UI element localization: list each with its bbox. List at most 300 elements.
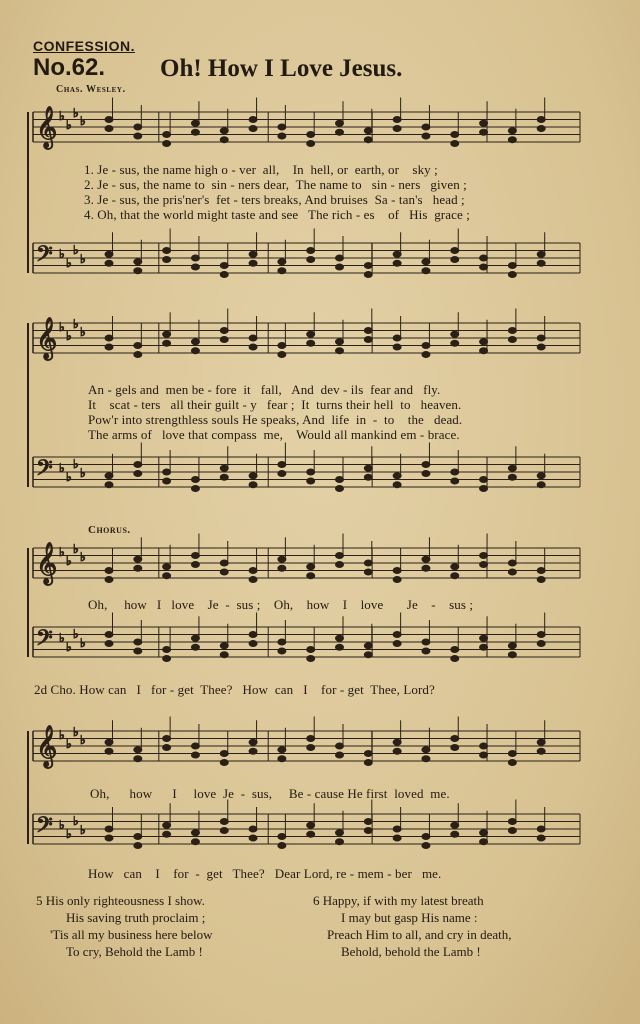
note-head — [336, 830, 344, 836]
note-head — [134, 747, 142, 753]
bass-clef-icon: 𝄢 — [36, 813, 53, 843]
note-head — [163, 331, 171, 337]
note-head — [364, 828, 372, 834]
note-head — [508, 263, 516, 269]
note-head — [508, 128, 516, 134]
note-head — [508, 328, 516, 334]
note-head — [480, 129, 488, 135]
note-head — [537, 482, 545, 488]
note-head — [451, 340, 459, 346]
note-head — [364, 263, 372, 269]
note-head — [537, 126, 545, 132]
flat-icon: ♭ — [59, 109, 65, 123]
verse-3-line-1: 3. Je - sus, the pris'ner's fet - ters breaks, And bruises Sa - tan's head ; — [84, 192, 465, 207]
note-head — [364, 337, 372, 343]
note-head — [393, 482, 401, 488]
note-head — [163, 141, 171, 147]
note-head — [508, 652, 516, 658]
chorus-label: Chorus. — [88, 524, 131, 536]
note-head — [508, 760, 516, 766]
flat-icon: ♭ — [59, 818, 65, 832]
flat-icon: ♭ — [66, 256, 72, 270]
note-head — [508, 751, 516, 757]
flat-icon: ♭ — [66, 640, 72, 654]
note-head — [191, 635, 199, 641]
note-head — [191, 743, 199, 749]
bass-clef-icon: 𝄢 — [36, 456, 53, 486]
note-head — [278, 268, 286, 274]
note-head — [508, 828, 516, 834]
note-head — [508, 272, 516, 278]
note-head — [163, 478, 171, 484]
note-head — [336, 264, 344, 270]
note-head — [105, 482, 113, 488]
note-head — [422, 133, 430, 139]
note-head — [249, 568, 257, 574]
note-head — [480, 743, 488, 749]
flat-icon: ♭ — [66, 470, 72, 484]
note-head — [451, 745, 459, 751]
note-head — [163, 831, 171, 837]
stanza-5 — [36, 892, 213, 960]
flat-icon: ♭ — [80, 325, 86, 339]
note-head — [364, 569, 372, 575]
second-chorus-line: 2d Cho. How can I for - get Thee? How can I for - get Thee, Lord? — [34, 682, 435, 697]
note-head — [336, 562, 344, 568]
note-head — [480, 264, 488, 270]
note-head — [163, 573, 171, 579]
treble-clef-icon: 𝄞 — [36, 107, 58, 148]
note-head — [480, 486, 488, 492]
note-head — [451, 736, 459, 742]
note-head — [364, 465, 372, 471]
flat-icon: ♭ — [73, 542, 79, 556]
note-head — [278, 843, 286, 849]
flat-icon: ♭ — [59, 320, 65, 334]
note-head — [422, 462, 430, 468]
note-head — [307, 647, 315, 653]
note-head — [220, 474, 228, 480]
note-head — [220, 263, 228, 269]
note-head — [134, 268, 142, 274]
note-head — [307, 564, 315, 570]
note-head — [480, 562, 488, 568]
note-head — [249, 260, 257, 266]
note-head — [307, 248, 315, 254]
flat-icon: ♭ — [73, 457, 79, 471]
bass-clef-icon: 𝄢 — [36, 242, 53, 272]
flat-icon: ♭ — [80, 550, 86, 564]
note-head — [422, 747, 430, 753]
note-head — [451, 257, 459, 263]
flat-icon: ♭ — [59, 728, 65, 742]
note-head — [336, 129, 344, 135]
note-head — [480, 339, 488, 345]
flat-icon: ♭ — [66, 554, 72, 568]
verse-2-line-1: 2. Je - sus, the name to sin - ners dear, The name to sin - ners given ; — [84, 177, 467, 192]
note-head — [249, 482, 257, 488]
note-head — [191, 255, 199, 261]
note-head — [422, 259, 430, 265]
hymn-number: No.62. — [33, 54, 106, 81]
note-head — [508, 819, 516, 825]
flat-icon: ♭ — [66, 118, 72, 132]
note-head — [134, 648, 142, 654]
stanza-6-line-4: Behold, behold the Lamb ! — [341, 944, 481, 959]
flat-icon: ♭ — [80, 114, 86, 128]
note-head — [537, 568, 545, 574]
flat-icon: ♭ — [66, 329, 72, 343]
note-head — [393, 577, 401, 583]
note-head — [278, 471, 286, 477]
note-head — [508, 137, 516, 143]
stanza-6-number: 6 — [313, 893, 320, 908]
treble-clef-icon: 𝄞 — [36, 543, 58, 584]
note-head — [336, 743, 344, 749]
note-head — [307, 469, 315, 475]
note-head — [307, 340, 315, 346]
note-head — [163, 469, 171, 475]
note-head — [422, 343, 430, 349]
stanza-6-line-3: Preach Him to all, and cry in death, — [327, 927, 512, 942]
note-head — [451, 573, 459, 579]
flat-icon: ♭ — [66, 737, 72, 751]
note-head — [191, 562, 199, 568]
note-head — [105, 117, 113, 123]
note-head — [278, 343, 286, 349]
note-head — [249, 826, 257, 832]
note-head — [163, 736, 171, 742]
note-head — [307, 736, 315, 742]
note-head — [422, 268, 430, 274]
note-head — [191, 129, 199, 135]
note-head — [422, 843, 430, 849]
note-head — [537, 251, 545, 257]
note-head — [307, 831, 315, 837]
stanza-5-line-1: His only righteousness I show. — [45, 893, 205, 908]
note-head — [336, 635, 344, 641]
note-head — [364, 137, 372, 143]
note-head — [278, 556, 286, 562]
note-head — [278, 462, 286, 468]
note-head — [364, 328, 372, 334]
note-head — [422, 471, 430, 477]
hymn-title: Oh! How I Love Jesus. — [160, 55, 403, 82]
note-head — [191, 264, 199, 270]
note-head — [451, 564, 459, 570]
note-head — [336, 839, 344, 845]
note-head — [105, 335, 113, 341]
note-head — [336, 255, 344, 261]
note-head — [537, 577, 545, 583]
note-head — [451, 822, 459, 828]
note-head — [191, 553, 199, 559]
note-head — [105, 126, 113, 132]
note-head — [336, 339, 344, 345]
note-head — [480, 348, 488, 354]
note-head — [105, 748, 113, 754]
note-head — [364, 819, 372, 825]
note-head — [480, 120, 488, 126]
note-head — [191, 120, 199, 126]
flat-icon: ♭ — [73, 317, 79, 331]
note-head — [537, 473, 545, 479]
note-head — [508, 569, 516, 575]
note-head — [537, 835, 545, 841]
flat-icon: ♭ — [59, 247, 65, 261]
note-head — [537, 260, 545, 266]
note-head — [191, 339, 199, 345]
note-head — [480, 255, 488, 261]
note-head — [134, 834, 142, 840]
note-head — [220, 760, 228, 766]
note-head — [480, 477, 488, 483]
note-head — [105, 473, 113, 479]
note-head — [393, 335, 401, 341]
note-head — [134, 343, 142, 349]
note-head — [220, 828, 228, 834]
note-head — [163, 822, 171, 828]
note-head — [134, 843, 142, 849]
note-head — [163, 340, 171, 346]
note-head — [508, 560, 516, 566]
note-head — [105, 260, 113, 266]
note-head — [451, 248, 459, 254]
note-head — [307, 478, 315, 484]
treble-clef-icon: 𝄞 — [36, 318, 58, 359]
note-head — [307, 141, 315, 147]
note-head — [393, 632, 401, 638]
section-heading: CONFESSION. — [33, 38, 135, 54]
note-head — [336, 752, 344, 758]
flat-icon: ♭ — [73, 814, 79, 828]
note-head — [220, 465, 228, 471]
note-head — [163, 656, 171, 662]
flat-icon: ♭ — [80, 636, 86, 650]
note-head — [278, 259, 286, 265]
note-head — [134, 124, 142, 130]
note-head — [307, 822, 315, 828]
note-head — [249, 117, 257, 123]
note-head — [105, 251, 113, 257]
chorus-line-4: How can I for - get Thee? Dear Lord, re - mem - ber me. — [88, 866, 442, 881]
hymn-author: Chas. Wesley. — [56, 84, 126, 95]
note-head — [220, 751, 228, 757]
note-head — [451, 478, 459, 484]
verse-3-line-2: Pow'r into strengthless souls He speaks, And life in - to the dead. — [88, 412, 463, 427]
note-head — [422, 834, 430, 840]
note-head — [249, 335, 257, 341]
note-head — [393, 473, 401, 479]
note-head — [480, 830, 488, 836]
note-head — [220, 569, 228, 575]
note-head — [249, 748, 257, 754]
note-head — [134, 259, 142, 265]
note-head — [393, 641, 401, 647]
note-head — [163, 132, 171, 138]
note-head — [451, 647, 459, 653]
note-head — [393, 826, 401, 832]
note-head — [336, 120, 344, 126]
chorus-line-3: Oh, how I love Je - sus, Be - cause He first loved me. — [90, 786, 450, 801]
note-head — [278, 834, 286, 840]
note-head — [134, 565, 142, 571]
note-head — [191, 839, 199, 845]
note-head — [480, 644, 488, 650]
note-head — [134, 556, 142, 562]
note-head — [451, 469, 459, 475]
note-head — [480, 839, 488, 845]
note-head — [393, 568, 401, 574]
note-head — [278, 747, 286, 753]
note-head — [191, 830, 199, 836]
note-head — [537, 739, 545, 745]
flat-icon: ♭ — [59, 545, 65, 559]
note-head — [249, 739, 257, 745]
note-head — [307, 745, 315, 751]
note-head — [220, 643, 228, 649]
stanza-5-line-2: His saving truth proclaim ; — [66, 910, 206, 925]
flat-icon: ♭ — [80, 252, 86, 266]
note-head — [422, 756, 430, 762]
note-head — [422, 352, 430, 358]
note-head — [249, 251, 257, 257]
note-head — [249, 577, 257, 583]
note-head — [393, 739, 401, 745]
note-head — [249, 344, 257, 350]
flat-icon: ♭ — [59, 461, 65, 475]
note-head — [336, 486, 344, 492]
note-head — [393, 835, 401, 841]
note-head — [134, 133, 142, 139]
note-head — [451, 331, 459, 337]
flat-icon: ♭ — [73, 627, 79, 641]
note-head — [537, 826, 545, 832]
note-head — [451, 141, 459, 147]
note-head — [220, 128, 228, 134]
note-head — [163, 257, 171, 263]
note-head — [191, 752, 199, 758]
note-head — [249, 473, 257, 479]
note-head — [364, 652, 372, 658]
note-head — [134, 352, 142, 358]
bass-clef-icon: 𝄢 — [36, 626, 53, 656]
note-head — [393, 251, 401, 257]
note-head — [307, 257, 315, 263]
note-head — [105, 577, 113, 583]
note-head — [364, 751, 372, 757]
note-head — [537, 344, 545, 350]
note-head — [364, 272, 372, 278]
stanza-5-line-3: 'Tis all my business here below — [50, 927, 213, 942]
note-head — [163, 647, 171, 653]
flat-icon: ♭ — [59, 631, 65, 645]
verse-1-line-1: 1. Je - sus, the name high o - ver all, In hell, or earth, or sky ; — [84, 162, 438, 177]
note-head — [134, 462, 142, 468]
flat-icon: ♭ — [80, 466, 86, 480]
note-head — [393, 344, 401, 350]
note-head — [480, 635, 488, 641]
note-head — [220, 337, 228, 343]
verse-4-line-1: 4. Oh, that the world might taste and see The rich - es of His grace ; — [84, 207, 470, 222]
note-head — [278, 124, 286, 130]
flat-icon: ♭ — [80, 823, 86, 837]
note-head — [249, 835, 257, 841]
note-head — [163, 248, 171, 254]
note-head — [105, 641, 113, 647]
note-head — [451, 132, 459, 138]
note-head — [105, 568, 113, 574]
note-head — [191, 348, 199, 354]
note-head — [393, 117, 401, 123]
note-head — [191, 486, 199, 492]
note-head — [220, 328, 228, 334]
note-head — [220, 819, 228, 825]
note-head — [278, 756, 286, 762]
note-head — [105, 632, 113, 638]
note-head — [220, 560, 228, 566]
flat-icon: ♭ — [73, 106, 79, 120]
note-head — [364, 643, 372, 649]
note-head — [537, 117, 545, 123]
note-head — [249, 632, 257, 638]
note-head — [393, 260, 401, 266]
note-head — [364, 560, 372, 566]
verse-4-line-2: The arms of love that compass me, Would all mankind em - brace. — [88, 427, 460, 442]
note-head — [422, 565, 430, 571]
note-head — [278, 133, 286, 139]
note-head — [393, 126, 401, 132]
flat-icon: ♭ — [73, 725, 79, 739]
note-head — [508, 337, 516, 343]
note-head — [278, 639, 286, 645]
note-head — [278, 352, 286, 358]
note-head — [307, 331, 315, 337]
note-head — [537, 335, 545, 341]
note-head — [163, 745, 171, 751]
note-head — [336, 477, 344, 483]
note-head — [105, 739, 113, 745]
note-head — [105, 344, 113, 350]
stanza-6 — [313, 892, 511, 960]
note-head — [508, 465, 516, 471]
note-head — [220, 137, 228, 143]
note-head — [191, 477, 199, 483]
note-head — [537, 641, 545, 647]
flat-icon: ♭ — [73, 243, 79, 257]
note-head — [364, 760, 372, 766]
note-head — [364, 128, 372, 134]
verse-2-line-2: It scat - ters all their guilt - y fear ; It turns their hell to heaven. — [88, 397, 462, 412]
verse-1-line-2: An - gels and men be - fore it fall, And dev - ils fear and fly. — [88, 382, 441, 397]
stanza-6-line-2: I may but gasp His name : — [341, 910, 478, 925]
note-head — [451, 656, 459, 662]
note-head — [220, 272, 228, 278]
note-head — [422, 639, 430, 645]
note-head — [393, 748, 401, 754]
stanza-6-line-1: Happy, if with my latest breath — [322, 893, 484, 908]
note-head — [508, 474, 516, 480]
stanza-5-number: 5 — [36, 893, 43, 908]
note-head — [134, 756, 142, 762]
note-head — [422, 648, 430, 654]
note-head — [191, 644, 199, 650]
note-head — [307, 573, 315, 579]
note-head — [336, 553, 344, 559]
note-head — [163, 564, 171, 570]
note-head — [249, 641, 257, 647]
note-head — [422, 556, 430, 562]
